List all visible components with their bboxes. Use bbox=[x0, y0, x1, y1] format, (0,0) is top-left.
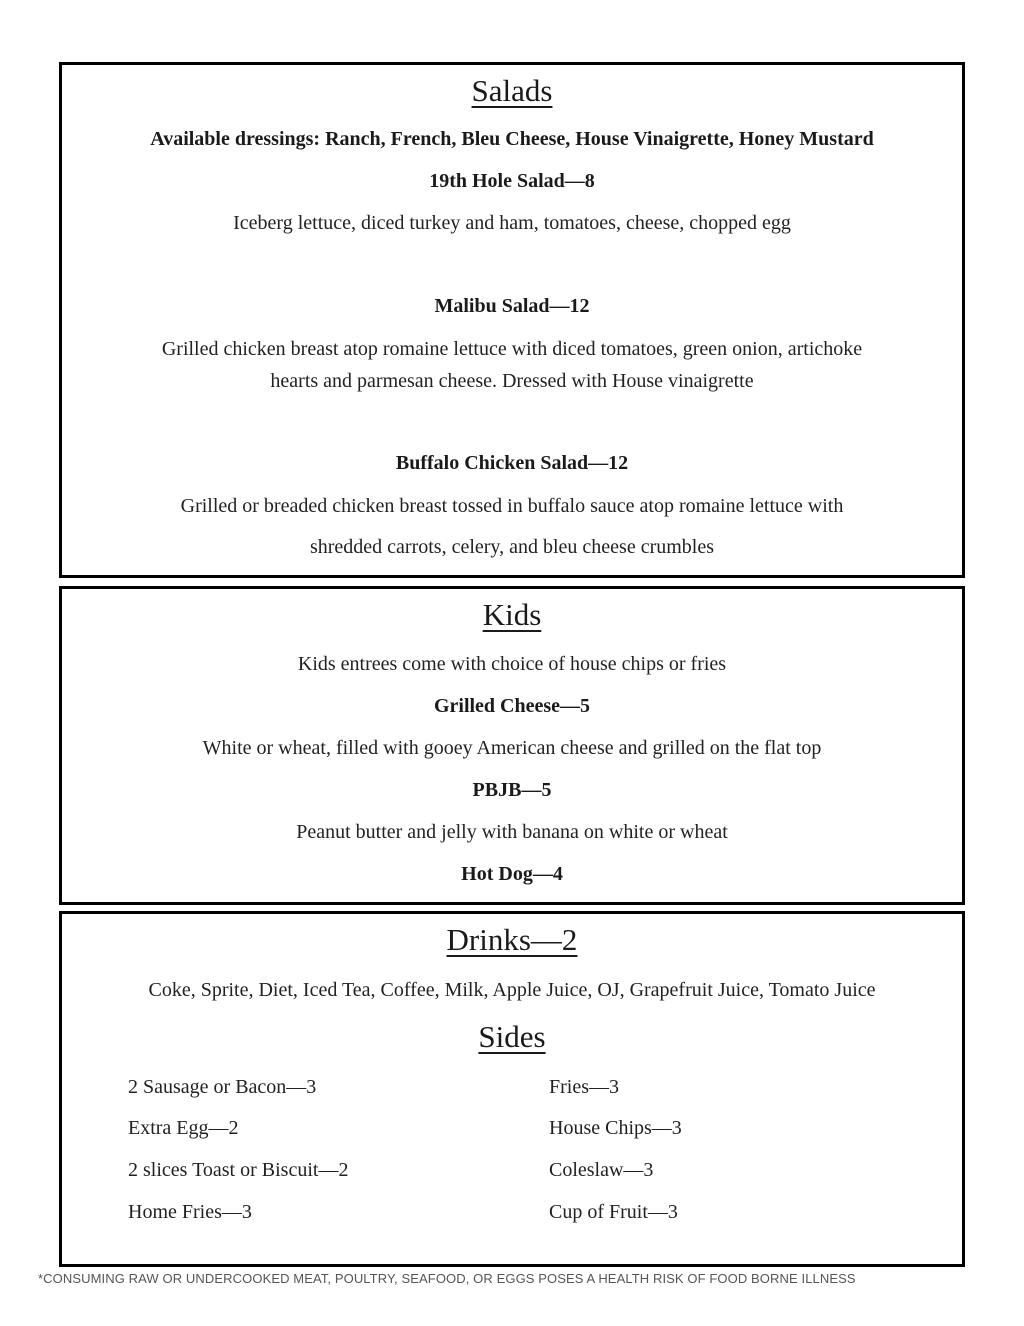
menu-item-name: PBJB—5 bbox=[472, 779, 552, 801]
drinks-sides-section bbox=[59, 911, 965, 1267]
kids-note: Kids entrees come with choice of house chips or fries bbox=[297, 653, 727, 675]
menu-item-desc: Grilled chicken breast atop romaine lettuce with diced tomatoes, green onion, artichoke bbox=[161, 338, 863, 360]
menu-item-desc: Iceberg lettuce, diced turkey and ham, tomatoes, cheese, chopped egg bbox=[233, 212, 791, 234]
drinks-list: Coke, Sprite, Diet, Iced Tea, Coffee, Milk, Apple Juice, OJ, Grapefruit Juice, Tomato Juice bbox=[148, 979, 876, 1001]
menu-item-desc: shredded carrots, celery, and bleu cheese crumbles bbox=[309, 536, 715, 558]
side-item: Coleslaw—3 bbox=[549, 1159, 654, 1181]
menu-item-name: Malibu Salad—12 bbox=[434, 295, 590, 317]
menu-item-desc: White or wheat, filled with gooey American cheese and grilled on the flat top bbox=[202, 737, 822, 759]
menu-item-name: Hot Dog—4 bbox=[461, 863, 563, 885]
side-item: 2 Sausage or Bacon—3 bbox=[128, 1076, 317, 1098]
side-item: Fries—3 bbox=[549, 1076, 619, 1098]
drinks-heading: Drinks—2 bbox=[446, 922, 578, 957]
health-disclaimer: *CONSUMING RAW OR UNDERCOOKED MEAT, POULTRY, SEAFOOD, OR EGGS POSES A HEALTH RISK OF FOOD BORNE ILLNESS bbox=[38, 1271, 856, 1286]
side-item: Home Fries—3 bbox=[128, 1201, 252, 1223]
dressings-note: Available dressings: Ranch, French, Bleu Cheese, House Vinaigrette, Honey Mustard bbox=[150, 128, 874, 150]
menu-item-desc: hearts and parmesan cheese. Dressed with House vinaigrette bbox=[270, 370, 754, 392]
kids-section bbox=[59, 586, 965, 905]
side-item: House Chips—3 bbox=[549, 1117, 682, 1139]
menu-item-name: Buffalo Chicken Salad—12 bbox=[395, 452, 629, 474]
salads-heading: Salads bbox=[471, 73, 553, 108]
side-item: Extra Egg—2 bbox=[128, 1117, 239, 1139]
menu-item-name: 19th Hole Salad—8 bbox=[429, 170, 595, 192]
salads-section bbox=[59, 62, 965, 578]
side-item: 2 slices Toast or Biscuit—2 bbox=[128, 1159, 349, 1181]
side-item: Cup of Fruit—3 bbox=[549, 1201, 678, 1223]
kids-heading: Kids bbox=[482, 597, 542, 632]
menu-item-desc: Peanut butter and jelly with banana on white or wheat bbox=[296, 821, 728, 843]
sides-heading: Sides bbox=[478, 1019, 546, 1054]
menu-item-name: Grilled Cheese—5 bbox=[433, 695, 591, 717]
menu-item-desc: Grilled or breaded chicken breast tossed in buffalo sauce atop romaine lettuce with bbox=[180, 495, 844, 517]
